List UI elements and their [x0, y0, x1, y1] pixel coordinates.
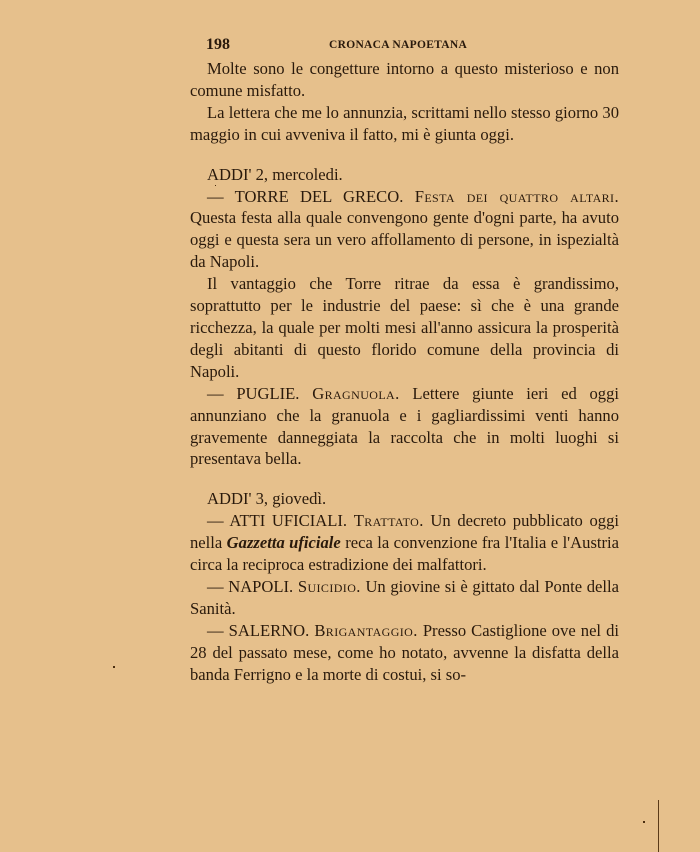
dateline-june-3: ADDI' 3, giovedì.	[207, 489, 327, 509]
entry-text: Presso Castiglione ove nel di 28 del passato mese, come ho notato, avvenne la disfatta della banda Ferrigno e la morte di costui, si so-	[190, 620, 619, 684]
entry-place: — ATTI UFICIALI.	[207, 511, 348, 531]
entry-torre-del-greco	[190, 186, 619, 274]
entry-salerno	[190, 620, 619, 686]
paragraph-torre-advantage: Il vantaggio che Torre ritrae da essa è grandissimo, soprattutto per le industrie del paese: sì che è una grande ricchezza, la quale per molti mesi all'anno assicura la prosperità degli abitanti di questo florido comune della provincia di Napoli.	[190, 274, 619, 381]
entry-place: — PUGLIE.	[207, 383, 300, 403]
paragraph-conjectures: Molte sono le congetture intorno a questo misterioso e non comune misfatto.	[190, 59, 619, 100]
entry-place: — NAPOLI.	[207, 576, 294, 596]
scan-speck	[643, 821, 645, 823]
entry-text: Un giovine si è gittato dal Ponte della Sanità.	[190, 576, 619, 618]
entry-place: — TORRE DEL GRECO.	[207, 186, 404, 206]
entry-topic: Trattato.	[353, 511, 424, 531]
scan-speck	[215, 185, 216, 186]
entry-atti-uficiali	[190, 510, 619, 576]
entry-topic: Gragnuola.	[312, 383, 400, 403]
gazette-title: Gazzetta uficiale	[226, 533, 341, 553]
entry-place: — SALERNO.	[207, 620, 310, 640]
running-head	[190, 36, 619, 58]
page-number: 198	[206, 36, 230, 53]
running-title: CRONACA NAPOETANA	[329, 39, 468, 51]
section-spacer	[190, 470, 619, 488]
page-body	[190, 58, 619, 685]
entry-text: Lettere giunte ieri ed oggi annunziano che la granuola e i gagliardissimi venti hanno gravemente danneggiata la raccolta che in molti luoghi si presentava bella.	[190, 383, 620, 469]
section-spacer	[190, 146, 619, 164]
entry-topic: Brigantaggio.	[314, 620, 418, 640]
entry-topic: Suicidio.	[297, 576, 361, 596]
entry-topic: Festa dei quattro altari.	[414, 186, 619, 206]
entry-text: Questa festa alla quale convengono gente d'ogni parte, ha avuto oggi e questa sera un vero affollamento di persone, in ispezialtà da Napoli.	[190, 208, 619, 272]
entry-text: Un decreto pubblicato oggi nella	[190, 511, 619, 553]
book-page	[190, 36, 619, 685]
entry-napoli	[190, 576, 619, 620]
entry-text: reca la convenzione fra l'Italia e l'Austria circa la reciproca estradizione dei malfattori.	[190, 533, 620, 575]
page-edge-line	[658, 800, 659, 852]
paragraph-letter: La lettera che me lo annunzia, scrittami nello stesso giorno 30 maggio in cui avveniva il fatto, mi è giunta oggi.	[190, 102, 619, 144]
entry-puglie	[190, 383, 619, 471]
scan-speck	[113, 666, 115, 668]
dateline-june-2: ADDI' 2, mercoledi.	[207, 164, 343, 184]
